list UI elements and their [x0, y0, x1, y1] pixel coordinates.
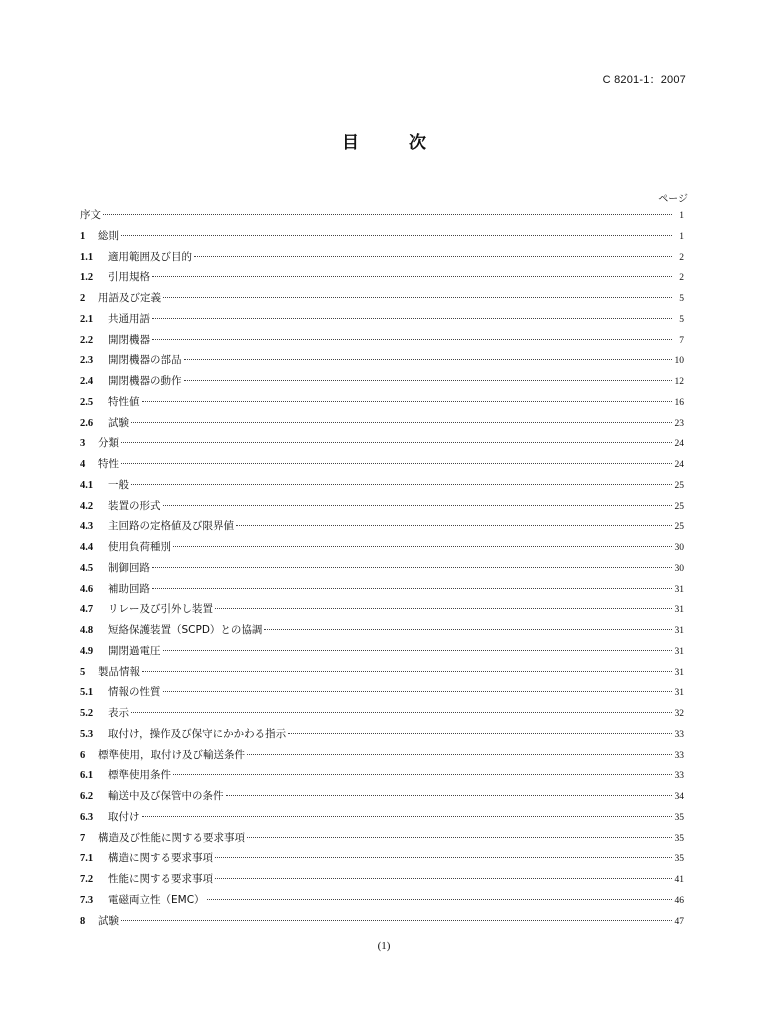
toc-entry[interactable]: [80, 226, 684, 247]
toc-entry-label: 序文: [80, 209, 101, 221]
toc-entry-page: 24: [674, 439, 684, 450]
toc-entry-label: 引用規格: [108, 271, 150, 284]
dot-leader: [215, 878, 672, 879]
toc-entry-number: 5: [80, 666, 86, 678]
toc-entry-page: 25: [674, 480, 684, 491]
toc-entry-page: 31: [674, 688, 684, 699]
toc-entry[interactable]: [80, 890, 684, 911]
toc-entry-label: 主回路の定格値及び限界値: [108, 520, 234, 533]
dot-leader: [152, 588, 672, 589]
toc-entry-page: 25: [674, 522, 684, 533]
dot-leader: [163, 297, 672, 298]
toc-entry-number: 1: [80, 230, 86, 242]
toc-entry-number: 4.7: [80, 604, 94, 616]
dot-leader: [131, 712, 672, 713]
toc-entry[interactable]: [80, 267, 684, 288]
toc-entry-number: 4.8: [80, 625, 94, 636]
toc-entry-number: 2.2: [80, 334, 94, 346]
toc-entry-page: 31: [674, 584, 684, 595]
dot-leader: [152, 567, 672, 568]
toc-entry-label: 電磁両立性（EMC）: [108, 893, 205, 906]
dot-leader: [288, 733, 672, 734]
toc-entry-number: 4.5: [80, 562, 94, 574]
toc-entry-number: 4.3: [80, 521, 94, 533]
toc-entry-number: 4.2: [80, 500, 94, 512]
toc-entry[interactable]: [80, 579, 684, 600]
toc-entry-number: 4.1: [80, 479, 94, 491]
toc-entry[interactable]: [80, 392, 684, 413]
toc-entry[interactable]: [80, 911, 684, 932]
toc-entry-page: 7: [679, 335, 684, 346]
toc-entry-page: 46: [674, 895, 684, 906]
dot-leader: [207, 899, 672, 900]
toc-entry-page: 33: [674, 771, 684, 782]
toc-entry-label: 構造及び性能に関する要求事項: [98, 831, 245, 844]
dot-leader: [173, 546, 672, 547]
toc-entry-number: 2.6: [80, 417, 94, 429]
toc-entry-label: 試験: [98, 914, 119, 927]
dot-leader: [131, 422, 672, 423]
toc-entry-label: 表示: [108, 707, 129, 719]
toc-entry-label: 用語及び定義: [98, 292, 161, 304]
toc-entry-page: 30: [674, 543, 684, 553]
toc-entry-number: 5.1: [80, 687, 94, 699]
toc-entry-label: 共通用語: [108, 312, 150, 325]
dot-leader: [103, 214, 672, 215]
toc-entry[interactable]: [80, 641, 684, 662]
dot-leader: [247, 837, 672, 838]
dot-leader: [264, 629, 672, 630]
toc-entry-page: 25: [674, 501, 684, 512]
toc-entry-number: 4: [80, 459, 86, 470]
toc-entry-label: 短絡保護装置（SCPD）との協調: [108, 624, 263, 636]
toc-entry[interactable]: [80, 371, 684, 392]
dot-leader: [236, 525, 672, 526]
toc-entry-page: 31: [674, 667, 684, 678]
toc-entry-page: 35: [674, 833, 684, 844]
toc-title: 目 次: [342, 133, 448, 153]
toc-entry-page: 32: [674, 709, 684, 719]
toc-entry-page: 31: [674, 626, 684, 636]
dot-leader: [152, 339, 672, 340]
toc-entry-label: 開閉過電圧: [108, 644, 161, 657]
toc-entry[interactable]: [80, 848, 684, 869]
dot-leader: [152, 318, 672, 319]
dot-leader: [142, 671, 672, 672]
toc-entry-page: 34: [674, 792, 684, 802]
toc-entry-number: 2.3: [80, 355, 94, 367]
toc-entry-number: 2: [80, 293, 86, 304]
toc-entry-number: 2.1: [80, 313, 94, 325]
toc-entry[interactable]: [80, 454, 684, 475]
toc-entry[interactable]: [80, 724, 684, 745]
toc-entry-page: 5: [679, 314, 684, 325]
dot-leader: [121, 235, 672, 236]
toc-entry[interactable]: [80, 558, 684, 579]
toc-entry-label: 開閉機器の部品: [108, 354, 182, 367]
toc-entry-number: 8: [80, 915, 86, 927]
toc-entry-number: 7.1: [80, 853, 94, 865]
toc-entry-page: 41: [674, 875, 684, 885]
toc-entry-page: 30: [674, 563, 684, 574]
toc-entry-page: 10: [674, 356, 684, 367]
toc-entry[interactable]: [80, 869, 684, 890]
dot-leader: [142, 816, 673, 817]
toc-entry[interactable]: [80, 599, 684, 620]
toc-entry-label: 総則: [98, 229, 119, 242]
toc-entry-label: 補助回路: [108, 582, 150, 595]
dot-leader: [163, 650, 673, 651]
toc-entry-number: 6.3: [80, 811, 94, 823]
toc-entry[interactable]: [80, 745, 684, 766]
toc-entry-number: 1.1: [80, 251, 94, 263]
dot-leader: [163, 505, 673, 506]
toc-entry[interactable]: [80, 413, 684, 434]
toc-entry-label: 開閉機器: [108, 333, 150, 346]
dot-leader: [247, 754, 672, 755]
toc-entry[interactable]: [80, 247, 684, 268]
toc-entry-number: 2.4: [80, 376, 94, 387]
toc-entry-number: 7: [80, 832, 86, 844]
toc-entry-label: 標準使用，取付け及び輸送条件: [98, 748, 245, 761]
toc-entry-label: 取付け: [108, 810, 140, 823]
toc-entry-number: 5.3: [80, 728, 94, 740]
toc-entry-label: 輸送中及び保管中の条件: [108, 790, 224, 802]
toc-entry-label: 特性: [98, 458, 119, 470]
toc-entry-label: 性能に関する要求事項: [108, 873, 213, 885]
toc-entry-page: 33: [674, 750, 684, 761]
toc-entry-number: 7.2: [80, 874, 94, 885]
toc-entry-number: 7.3: [80, 894, 94, 906]
toc-entry-label: 標準使用条件: [108, 769, 171, 782]
table-of-contents: [80, 205, 684, 931]
toc-entry[interactable]: [80, 309, 684, 330]
toc-entry-number: 2.5: [80, 396, 94, 408]
toc-entry[interactable]: [80, 350, 684, 371]
toc-entry-page: 31: [674, 646, 684, 657]
toc-entry-number: 3: [80, 438, 86, 450]
toc-entry-number: 6: [80, 749, 86, 761]
toc-entry[interactable]: [80, 662, 684, 683]
toc-entry-page: 1: [679, 211, 684, 221]
page-column-header: ページ: [658, 194, 688, 205]
dot-leader: [184, 380, 673, 381]
toc-entry-number: 4.9: [80, 645, 94, 657]
toc-entry-page: 35: [674, 854, 684, 865]
toc-entry-label: 情報の性質: [108, 686, 161, 699]
dot-leader: [184, 359, 673, 360]
toc-entry[interactable]: [80, 703, 684, 724]
toc-entry-label: 構造に関する要求事項: [108, 852, 213, 865]
toc-entry[interactable]: [80, 205, 684, 226]
dot-leader: [163, 691, 673, 692]
toc-entry-page: 16: [674, 397, 684, 408]
toc-entry-label: リレー及び引外し装置: [108, 603, 213, 616]
dot-leader: [131, 484, 672, 485]
toc-entry[interactable]: [80, 786, 684, 807]
dot-leader: [121, 920, 672, 921]
toc-entry-label: 装置の形式: [108, 499, 161, 512]
toc-entry-label: 使用負荷種別: [108, 541, 171, 553]
toc-entry-number: 1.2: [80, 272, 94, 284]
toc-entry[interactable]: [80, 475, 684, 496]
toc-entry-label: 取付け，操作及び保守にかかわる指示: [108, 727, 287, 740]
toc-entry-page: 35: [674, 812, 684, 823]
toc-entry[interactable]: [80, 807, 684, 828]
toc-entry[interactable]: [80, 828, 684, 849]
toc-entry-label: 製品情報: [98, 665, 140, 678]
dot-leader: [173, 774, 672, 775]
toc-entry-page: 2: [679, 252, 684, 263]
toc-entry-page: 24: [674, 460, 684, 470]
toc-entry-number: 5.2: [80, 708, 94, 719]
toc-entry-page: 12: [674, 377, 684, 387]
dot-leader: [215, 608, 672, 609]
toc-entry-number: 4.6: [80, 583, 94, 595]
toc-entry-page: 33: [674, 729, 684, 740]
toc-entry-page: 5: [679, 294, 684, 304]
toc-entry-number: 6.2: [80, 791, 94, 802]
dot-leader: [226, 795, 673, 796]
toc-entry-page: 2: [679, 273, 684, 284]
toc-entry[interactable]: [80, 620, 684, 641]
dot-leader: [142, 401, 673, 402]
toc-entry-page: 1: [679, 231, 684, 242]
toc-entry[interactable]: [80, 288, 684, 309]
toc-entry-label: 試験: [108, 416, 129, 429]
toc-entry-page: 23: [674, 418, 684, 429]
toc-entry-label: 特性値: [108, 395, 140, 408]
dot-leader: [121, 442, 672, 443]
dot-leader: [121, 463, 672, 464]
toc-entry[interactable]: [80, 496, 684, 517]
toc-entry[interactable]: [80, 537, 684, 558]
toc-entry-page: 31: [674, 605, 684, 616]
toc-entry-number: 6.1: [80, 770, 94, 782]
toc-entry-label: 一般: [108, 478, 129, 491]
page-number-footer: (1): [377, 940, 391, 952]
toc-entry-label: 適用範囲及び目的: [108, 250, 192, 263]
document-code: C 8201-1：2007: [602, 74, 686, 86]
toc-entry-label: 分類: [98, 437, 119, 450]
toc-entry[interactable]: [80, 682, 684, 703]
dot-leader: [152, 276, 672, 277]
dot-leader: [194, 256, 672, 257]
toc-entry[interactable]: [80, 516, 684, 537]
dot-leader: [215, 857, 672, 858]
toc-entry-page: 47: [674, 916, 684, 927]
toc-entry[interactable]: [80, 433, 684, 454]
toc-entry-number: 4.4: [80, 542, 94, 553]
toc-entry[interactable]: [80, 330, 684, 351]
toc-entry-label: 制御回路: [108, 561, 150, 574]
toc-entry-label: 開閉機器の動作: [108, 375, 182, 387]
toc-entry[interactable]: [80, 765, 684, 786]
